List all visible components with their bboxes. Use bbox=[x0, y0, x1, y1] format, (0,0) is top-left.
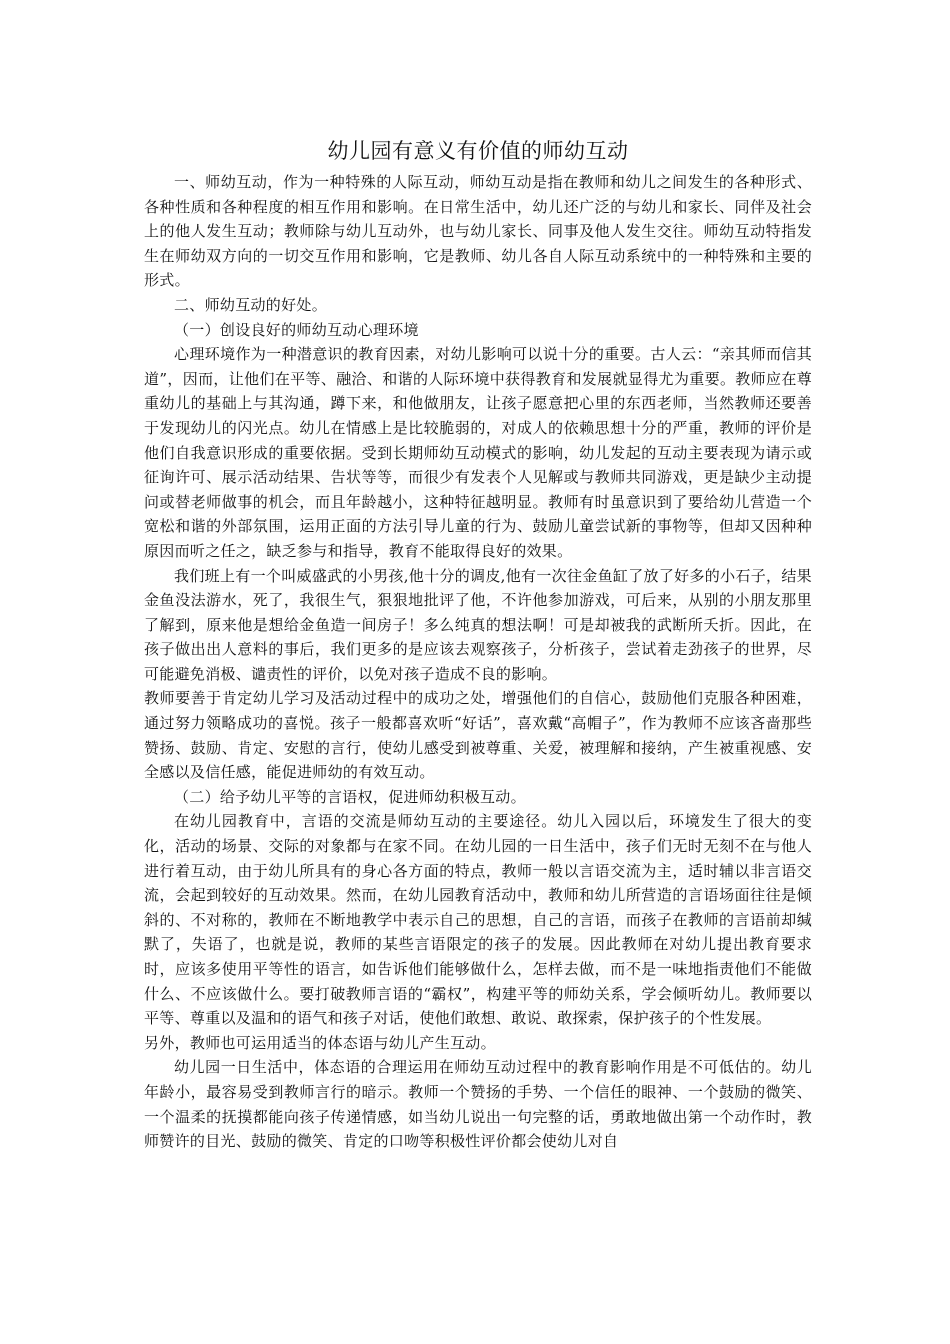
paragraph-psych-environment: 心理环境作为一种潜意识的教育因素，对幼儿影响可以说十分的重要。古人云：“亲其师而信其道”，因而，让他们在平等、融洽、和谐的人际环境中获得教育和发展就显得尤为重要。教师应在尊重幼儿的基础上与其沟通，蹲下来，和他做朋友，让孩子愿意把心里的东西老师，当然教师还要善于发现幼儿的闪光点。幼儿在情感上是比较脆弱的，对成人的依赖思想十分的严重，教师的评价是他们自我意识形成的重要依据。受到长期师幼互动模式的影响，幼儿发起的互动主要表现为请示或征询许可、展示活动结果、告状等等，而很少有发表个人见解或与教师共同游戏，更是缺少主动提问或替老师做事的机会，而且年龄越小，这种特征越明显。教师有时虽意识到了要给幼儿营造一个宽松和谐的外部氛围，运用正面的方法引导儿童的行为、鼓励儿童尝试新的事物等，但却又因种种原因而听之任之，缺乏参与和指导，教育不能取得良好的效果。 bbox=[144, 345, 812, 560]
paragraph-affirmation: 教师要善于肯定幼儿学习及活动过程中的成功之处，增强他们的自信心，鼓励他们克服各种困难，通过努力领略成功的喜悦。孩子一般都喜欢听“好话”，喜欢戴“高帽子”，作为教师不应该吝啬那些赞扬、鼓励、肯定、安慰的言行，使幼儿感受到被尊重、关爱，被理解和接纳，产生被重视感、安全感以及信任感，能促进师幼的有效互动。 bbox=[144, 689, 812, 782]
document-page bbox=[144, 134, 812, 1154]
document-title: 幼儿园有意义有价值的师幼互动 bbox=[327, 139, 629, 163]
subsection-heading-2: （二）给予幼儿平等的言语权，促进师幼积极互动。 bbox=[174, 787, 526, 806]
section-heading-benefits: 二、师幼互动的好处。 bbox=[174, 295, 328, 314]
paragraph-anecdote: 我们班上有一个叫威盛武的小男孩,他十分的调皮,他有一次往金鱼缸了放了好多的小石子，结果金鱼没法游水，死了，我很生气，狠狠地批评了他，不许他参加游戏，可后来，从别的小朋友那里了解到，原来他是想给金鱼造一间房子！多么纯真的想法啊！可是却被我的武断所夭折。因此，在孩子做出出人意料的事后，我们更多的是应该去观察孩子，分析孩子，尝试着走劲孩子的世界，尽可能避免消极、谴责性的评价，以免对孩子造成不良的影响。 bbox=[144, 566, 812, 683]
paragraph-body-language: 幼儿园一日生活中，体态语的合理运用在师幼互动过程中的教育影响作用是不可低估的。幼儿年龄小，最容易受到教师言行的暗示。教师一个赞扬的手势、一个信任的眼神、一个鼓励的微笑、一个温柔的抚摸都能向孩子传递情感，如当幼儿说出一句完整的话，勇敢地做出第一个动作时，教师赞许的目光、鼓励的微笑、肯定的口吻等积极性评价都会使幼儿对自 bbox=[144, 1058, 812, 1151]
paragraph-definition: 一、师幼互动，作为一种特殊的人际互动，师幼互动是指在教师和幼儿之间发生的各种形式、各种性质和各种程度的相互作用和影响。在日常生活中，幼儿还广泛的与幼儿和家长、同伴及社会上的他人发生互动；教师除与幼儿互动外，也与幼儿家长、同事及他人发生交往。师幼互动特指发生在师幼双方向的一切交互作用和影响，它是教师、幼儿各自人际互动系统中的一种特殊和主要的形式。 bbox=[144, 173, 812, 290]
subsection-heading-1: （一）创设良好的师幼互动心理环境 bbox=[174, 320, 419, 339]
paragraph-body-language-intro: 另外，教师也可运用适当的体态语与幼儿产生互动。 bbox=[144, 1033, 496, 1052]
paragraph-verbal-communication: 在幼儿园教育中，言语的交流是师幼互动的主要途径。幼儿入园以后，环境发生了很大的变化，活动的场景、交际的对象都与在家不同。在幼儿园的一日生活中，孩子们无时无刻不在与他人进行着互动，由于幼儿所具有的身心各方面的特点，教师一般以言语交流为主，适时辅以非言语交流，会起到较好的互动效果。然而，在幼儿园教育活动中，教师和幼儿所营造的言语场面往往是倾斜的、不对称的，教师在不断地教学中表示自己的思想，自己的言语，而孩子在教师的言语前却缄默了，失语了，也就是说，教师的某些言语限定的孩子的发展。因此教师在对幼儿提出教育要求时，应该多使用平等性的语言，如告诉他们能够做什么，怎样去做，而不是一味地指责他们不能做什么、不应该做什么。要打破教师言语的“霸权”，构建平等的师幼关系，学会倾听幼儿。教师要以平等、尊重以及温和的语气和孩子对话，使他们敢想、敢说、敢探索，保护孩子的个性发展。 bbox=[144, 812, 812, 1028]
